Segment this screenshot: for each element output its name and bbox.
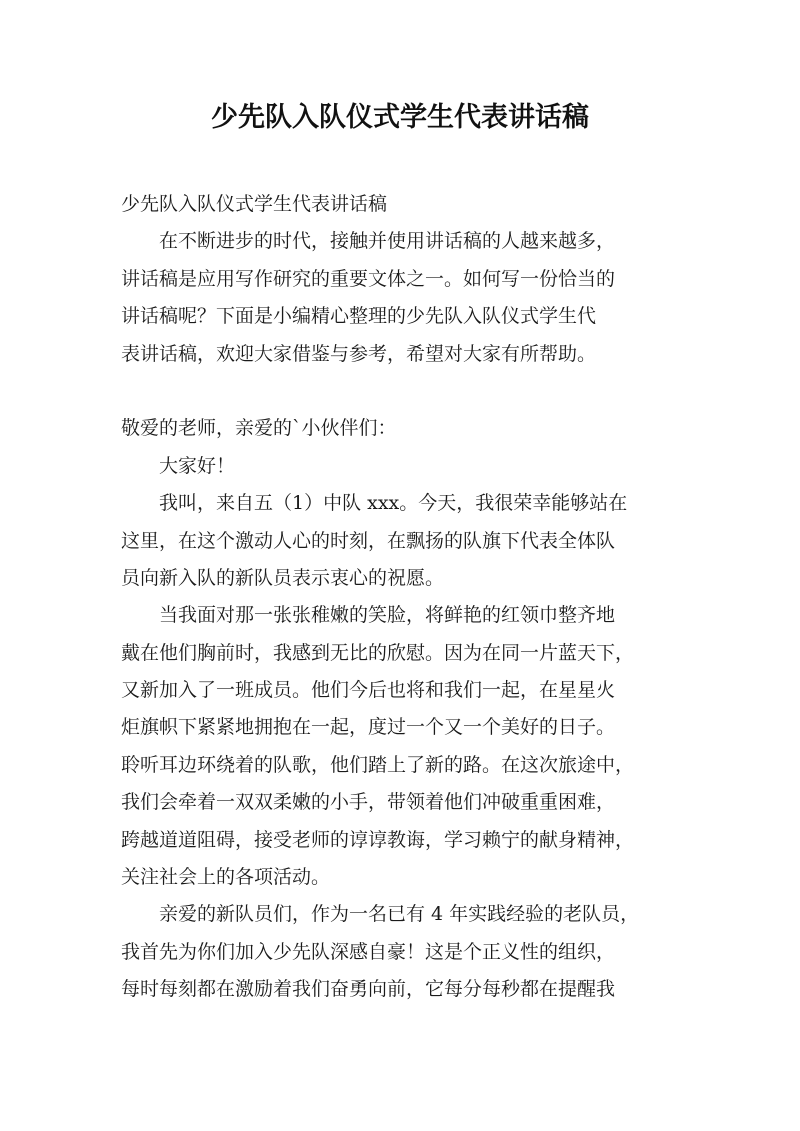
body-line: 这里，在这个激动人心的时刻，在飘扬的队旗下代表全体队 bbox=[121, 529, 616, 552]
body-line: 关注社会上的各项活动。 bbox=[121, 866, 331, 889]
body-line: 少先队入队仪式学生代表讲话稿 bbox=[121, 193, 388, 215]
body-line: 跨越道道阻碍，接受老师的谆谆教诲，学习赖宁的献身精神， bbox=[121, 828, 635, 851]
body-line: 炬旗帜下紧紧地拥抱在一起，度过一个又一个美好的日子。 bbox=[121, 716, 616, 739]
body-line: 讲话稿呢？下面是小编精心整理的少先队入队仪式学生代 bbox=[121, 305, 597, 328]
document-title: 少先队入队仪式学生代表讲话稿 bbox=[211, 102, 589, 133]
body-line: 大家好！ bbox=[121, 454, 236, 477]
paragraph-spacer bbox=[121, 373, 696, 410]
body-line: 我首先为你们加入少先队深感自豪！这是个正义性的组织， bbox=[121, 940, 616, 963]
body-line: 讲话稿是应用写作研究的重要文体之一。如何写一份恰当的 bbox=[121, 267, 616, 290]
body-line: 员向新入队的新队员表示衷心的祝愿。 bbox=[121, 566, 445, 589]
body-line: 当我面对那一张张稚嫩的笑脸，将鲜艳的红领巾整齐地 bbox=[121, 604, 616, 627]
body-line: 亲爱的新队员们，作为一名已有 4 年实践经验的老队员， bbox=[121, 903, 640, 926]
document-body bbox=[121, 186, 696, 1009]
body-line: 敬爱的老师，亲爱的`小伙伴们： bbox=[121, 417, 397, 440]
body-line: 我叫，来自五（1）中队 xxx。今天，我很荣幸能够站在 bbox=[121, 492, 628, 515]
body-line: 每时每刻都在激励着我们奋勇向前，它每分每秒都在提醒我 bbox=[121, 978, 616, 1001]
body-line: 表讲话稿，欢迎大家借鉴与参考，希望对大家有所帮助。 bbox=[121, 342, 597, 365]
body-line: 又新加入了一班成员。他们今后也将和我们一起，在星星火 bbox=[121, 679, 616, 702]
body-line: 我们会牵着一双双柔嫩的小手，带领着他们冲破重重困难， bbox=[121, 791, 616, 814]
body-line: 戴在他们胸前时，我感到无比的欣慰。因为在同一片蓝天下， bbox=[121, 641, 635, 664]
body-line: 在不断进步的时代，接触并使用讲话稿的人越来越多， bbox=[121, 230, 616, 253]
body-line: 聆听耳边环绕着的队歌，他们踏上了新的路。在这次旅途中， bbox=[121, 753, 635, 776]
